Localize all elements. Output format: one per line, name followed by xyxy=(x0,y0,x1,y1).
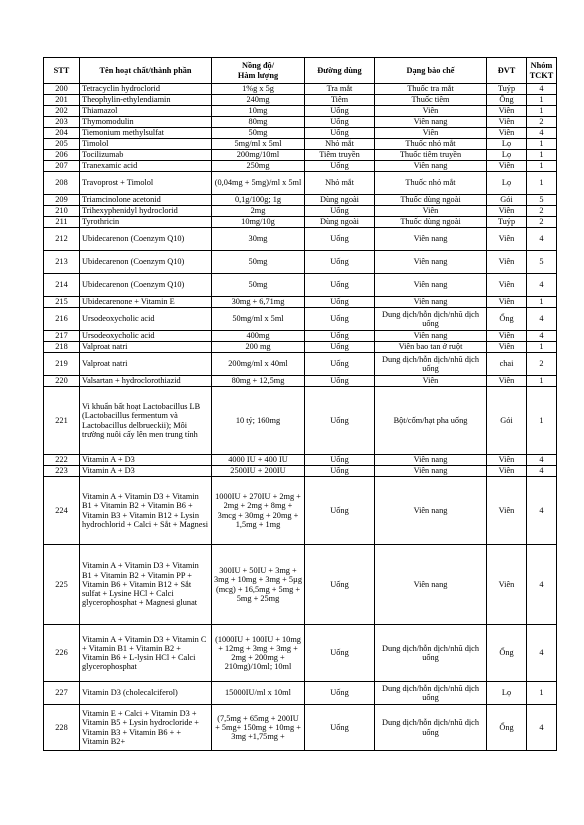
cell-unit: Gói xyxy=(487,387,527,455)
cell-route: Uống xyxy=(305,251,375,274)
cell-unit: Lọ xyxy=(487,150,527,161)
cell-stt: 216 xyxy=(44,308,80,331)
cell-active-ingredient: Theophylin-ethylendiamin xyxy=(80,95,212,106)
cell-concentration: 4000 IU + 400 IU xyxy=(212,455,305,466)
cell-unit: Viên xyxy=(487,342,527,353)
cell-group: 4 xyxy=(527,466,557,477)
cell-route: Nhỏ mắt xyxy=(305,172,375,195)
cell-stt: 220 xyxy=(44,376,80,387)
cell-route: Uống xyxy=(305,466,375,477)
cell-unit: Ống xyxy=(487,308,527,331)
table-row xyxy=(44,84,557,95)
cell-unit: Gói xyxy=(487,195,527,206)
table-row xyxy=(44,353,557,376)
cell-concentration: 50mg xyxy=(212,128,305,139)
header-route: Đường dùng xyxy=(305,58,375,84)
cell-concentration: 250mg xyxy=(212,161,305,172)
cell-unit: Viên xyxy=(487,545,527,625)
cell-route: Tiêm xyxy=(305,95,375,106)
cell-concentration: 10mg/10g xyxy=(212,217,305,228)
header-dosage-form: Dạng bào chế xyxy=(375,58,487,84)
cell-route: Uống xyxy=(305,308,375,331)
cell-concentration: 10mg xyxy=(212,106,305,117)
cell-concentration: 50mg/ml x 5ml xyxy=(212,308,305,331)
cell-dosage-form: Viên bao tan ở ruột xyxy=(375,342,487,353)
cell-group: 4 xyxy=(527,274,557,297)
cell-group: 1 xyxy=(527,95,557,106)
cell-unit: Ống xyxy=(487,625,527,682)
cell-dosage-form: Dung dịch/hỗn dịch/nhũ dịch uống xyxy=(375,682,487,705)
cell-unit: Viên xyxy=(487,251,527,274)
cell-unit: Viên xyxy=(487,228,527,251)
cell-unit: Lọ xyxy=(487,682,527,705)
cell-active-ingredient: Vitamin A + Vitamin D3 + Vitamin C + Vitamin B1 + Vitamin B2 + Vitamin B6 + L-lysin HCl + Calci glycerophosphat xyxy=(80,625,212,682)
table-row xyxy=(44,161,557,172)
cell-route: Uống xyxy=(305,342,375,353)
cell-dosage-form: Dung dịch/hỗn dịch/nhũ dịch uống xyxy=(375,705,487,751)
cell-route: Uống xyxy=(305,297,375,308)
table-row xyxy=(44,387,557,455)
cell-group: 4 xyxy=(527,477,557,545)
cell-concentration: 80mg + 12,5mg xyxy=(212,376,305,387)
table-row xyxy=(44,466,557,477)
cell-group: 4 xyxy=(527,705,557,751)
cell-dosage-form: Bột/cốm/hạt pha uống xyxy=(375,387,487,455)
cell-active-ingredient: Ubidecarenon (Coenzym Q10) xyxy=(80,274,212,297)
cell-dosage-form: Dung dịch/hỗn dịch/nhũ dịch uống xyxy=(375,353,487,376)
cell-unit: Viên xyxy=(487,331,527,342)
header-stt: STT xyxy=(44,58,80,84)
table-row xyxy=(44,308,557,331)
cell-route: Uống xyxy=(305,376,375,387)
cell-group: 1 xyxy=(527,150,557,161)
cell-dosage-form: Dung dịch/hỗn dịch/nhũ dịch uống xyxy=(375,625,487,682)
cell-active-ingredient: Tetracyclin hydroclorid xyxy=(80,84,212,95)
cell-concentration: 2500IU + 200IU xyxy=(212,466,305,477)
cell-dosage-form: Viên nang xyxy=(375,466,487,477)
cell-dosage-form: Viên xyxy=(375,128,487,139)
cell-concentration: 50mg xyxy=(212,251,305,274)
table-row xyxy=(44,117,557,128)
cell-unit: Tuýp xyxy=(487,84,527,95)
cell-route: Nhỏ mắt xyxy=(305,139,375,150)
cell-stt: 223 xyxy=(44,466,80,477)
header-concentration xyxy=(212,58,305,84)
cell-active-ingredient: Ursodeoxycholic acid xyxy=(80,308,212,331)
cell-active-ingredient: Vitamin D3 (cholecalciferol) xyxy=(80,682,212,705)
cell-stt: 226 xyxy=(44,625,80,682)
cell-stt: 224 xyxy=(44,477,80,545)
table-row xyxy=(44,251,557,274)
cell-dosage-form: Dung dịch/hỗn dịch/nhũ dịch uống xyxy=(375,308,487,331)
cell-dosage-form: Viên xyxy=(375,376,487,387)
cell-active-ingredient: Vitamin A + Vitamin D3 + Vitamin B1 + Vitamin B2 + Vitamin PP + Vitamin B6 + Vitamin B12 + Sắt sulfat + Lysine HCl + Calci glycerophosphat + Magnesi glunat xyxy=(80,545,212,625)
cell-group: 1 xyxy=(527,172,557,195)
cell-concentration: 0,1g/100g; 1g xyxy=(212,195,305,206)
header-unit: ĐVT xyxy=(487,58,527,84)
table-row xyxy=(44,342,557,353)
cell-concentration: (7,5mg + 65mg + 200IU + 5mg+ 150mg + 10mg + 3mg +1,75mg + xyxy=(212,705,305,751)
cell-stt: 212 xyxy=(44,228,80,251)
table-row xyxy=(44,150,557,161)
cell-dosage-form: Thuốc dùng ngoài xyxy=(375,195,487,206)
cell-dosage-form: Thuốc dùng ngoài xyxy=(375,217,487,228)
drug-list-table xyxy=(43,57,557,751)
cell-dosage-form: Viên nang xyxy=(375,161,487,172)
cell-route: Uống xyxy=(305,161,375,172)
cell-concentration: 300IU + 50IU + 3mg + 3mg + 10mg + 3mg + 5µg (mcg) + 16,5mg + 5mg + 5mg + 25mg xyxy=(212,545,305,625)
cell-dosage-form: Viên nang xyxy=(375,545,487,625)
cell-route: Dùng ngoài xyxy=(305,217,375,228)
cell-active-ingredient: Valproat natri xyxy=(80,342,212,353)
cell-active-ingredient: Ubidecarenone + Vitamin E xyxy=(80,297,212,308)
cell-dosage-form: Viên xyxy=(375,206,487,217)
cell-dosage-form: Viên nang xyxy=(375,455,487,466)
cell-concentration: 240mg xyxy=(212,95,305,106)
cell-unit: chai xyxy=(487,353,527,376)
table-row xyxy=(44,172,557,195)
cell-unit: Viên xyxy=(487,117,527,128)
table-row xyxy=(44,455,557,466)
cell-active-ingredient: Thymomodulin xyxy=(80,117,212,128)
table-row xyxy=(44,206,557,217)
cell-active-ingredient: Triamcinolone acetonid xyxy=(80,195,212,206)
table-row xyxy=(44,217,557,228)
cell-dosage-form: Thuốc tiêm xyxy=(375,95,487,106)
cell-active-ingredient: Vitamin A + Vitamin D3 + Vitamin B1 + Vitamin B2 + Vitamin B6 + Vitamin B3 + Vitamin B12 + Lysin hydrochlorid + Calci + Sắt + Magnesi xyxy=(80,477,212,545)
cell-group: 1 xyxy=(527,139,557,150)
cell-stt: 210 xyxy=(44,206,80,217)
cell-active-ingredient: Tocilizumab xyxy=(80,150,212,161)
cell-group: 2 xyxy=(527,353,557,376)
cell-concentration: 5mg/ml x 5ml xyxy=(212,139,305,150)
cell-dosage-form: Thuốc tiêm truyền xyxy=(375,150,487,161)
cell-dosage-form: Viên nang xyxy=(375,297,487,308)
cell-concentration: 1000IU + 270IU + 2mg + 2mg + 2mg + 8mg + 3mcg + 30mg + 20mg + 1,5mg + 1mg xyxy=(212,477,305,545)
cell-unit: Tuýp xyxy=(487,217,527,228)
cell-route: Uống xyxy=(305,331,375,342)
cell-stt: 218 xyxy=(44,342,80,353)
cell-stt: 200 xyxy=(44,84,80,95)
table-row xyxy=(44,705,557,751)
cell-concentration: 400mg xyxy=(212,331,305,342)
cell-route: Uống xyxy=(305,206,375,217)
cell-dosage-form: Viên nang xyxy=(375,251,487,274)
cell-group: 2 xyxy=(527,117,557,128)
cell-stt: 201 xyxy=(44,95,80,106)
table-row xyxy=(44,139,557,150)
cell-group: 1 xyxy=(527,161,557,172)
cell-route: Uống xyxy=(305,228,375,251)
cell-active-ingredient: Vi khuẩn bất hoạt Lactobacillus LB (Lactobacillus fermentum và Lactobacillus delbrueckii); Môi trường nuôi cấy lên men trung tính xyxy=(80,387,212,455)
cell-group: 4 xyxy=(527,545,557,625)
cell-group: 5 xyxy=(527,251,557,274)
cell-stt: 204 xyxy=(44,128,80,139)
cell-unit: Viên xyxy=(487,106,527,117)
table-row xyxy=(44,625,557,682)
cell-stt: 206 xyxy=(44,150,80,161)
cell-stt: 214 xyxy=(44,274,80,297)
cell-active-ingredient: Ubidecarenon (Coenzym Q10) xyxy=(80,251,212,274)
cell-concentration: 30mg xyxy=(212,228,305,251)
table-row xyxy=(44,545,557,625)
cell-unit: Ống xyxy=(487,705,527,751)
cell-active-ingredient: Vitamin E + Calci + Vitamin D3 + Vitamin B5 + Lysin hydrocloride + Vitamin B3 + Vitamin B6 + + Vitamin B2+ xyxy=(80,705,212,751)
cell-group: 1 xyxy=(527,682,557,705)
cell-route: Uống xyxy=(305,455,375,466)
cell-group: 4 xyxy=(527,308,557,331)
cell-route: Uống xyxy=(305,117,375,128)
cell-route: Uống xyxy=(305,274,375,297)
cell-group: 4 xyxy=(527,128,557,139)
cell-route: Uống xyxy=(305,705,375,751)
cell-stt: 205 xyxy=(44,139,80,150)
table-row xyxy=(44,331,557,342)
cell-route: Uống xyxy=(305,682,375,705)
cell-dosage-form: Viên nang xyxy=(375,331,487,342)
cell-concentration: 2mg xyxy=(212,206,305,217)
cell-concentration: 10 tỷ; 160mg xyxy=(212,387,305,455)
cell-group: 2 xyxy=(527,206,557,217)
cell-active-ingredient: Vitamin A + D3 xyxy=(80,455,212,466)
cell-concentration: 30mg + 6,71mg xyxy=(212,297,305,308)
cell-active-ingredient: Ursodeoxycholic acid xyxy=(80,331,212,342)
cell-dosage-form: Thuốc nhỏ mắt xyxy=(375,172,487,195)
cell-stt: 211 xyxy=(44,217,80,228)
cell-route: Uống xyxy=(305,128,375,139)
cell-stt: 209 xyxy=(44,195,80,206)
cell-route: Uống xyxy=(305,106,375,117)
cell-active-ingredient: Valsartan + hydroclorothiazid xyxy=(80,376,212,387)
cell-active-ingredient: Ubidecarenon (Coenzym Q10) xyxy=(80,228,212,251)
cell-unit: Viên xyxy=(487,376,527,387)
table-row xyxy=(44,228,557,251)
cell-dosage-form: Viên nang xyxy=(375,228,487,251)
cell-unit: Lọ xyxy=(487,172,527,195)
cell-dosage-form: Viên xyxy=(375,106,487,117)
cell-stt: 217 xyxy=(44,331,80,342)
cell-group: 4 xyxy=(527,84,557,95)
cell-stt: 207 xyxy=(44,161,80,172)
cell-group: 4 xyxy=(527,331,557,342)
cell-unit: Viên xyxy=(487,161,527,172)
cell-stt: 225 xyxy=(44,545,80,625)
cell-unit: Lọ xyxy=(487,139,527,150)
cell-concentration: 15000IU/ml x 10ml xyxy=(212,682,305,705)
cell-route: Uống xyxy=(305,545,375,625)
cell-stt: 219 xyxy=(44,353,80,376)
cell-unit: Viên xyxy=(487,206,527,217)
table-row xyxy=(44,682,557,705)
cell-unit: Ống xyxy=(487,95,527,106)
cell-stt: 228 xyxy=(44,705,80,751)
cell-stt: 203 xyxy=(44,117,80,128)
cell-concentration: 200mg/10ml xyxy=(212,150,305,161)
cell-active-ingredient: Timolol xyxy=(80,139,212,150)
cell-dosage-form: Viên nang xyxy=(375,274,487,297)
cell-active-ingredient: Tranexamic acid xyxy=(80,161,212,172)
cell-route: Uống xyxy=(305,625,375,682)
cell-group: 1 xyxy=(527,387,557,455)
cell-route: Uống xyxy=(305,353,375,376)
cell-concentration: (0,04mg + 5mg)/ml x 5ml xyxy=(212,172,305,195)
header-active-ingredient: Tên hoạt chất/thành phần xyxy=(80,58,212,84)
cell-unit: Viên xyxy=(487,128,527,139)
cell-stt: 213 xyxy=(44,251,80,274)
cell-concentration: 50mg xyxy=(212,274,305,297)
cell-stt: 222 xyxy=(44,455,80,466)
cell-route: Tiêm truyền xyxy=(305,150,375,161)
cell-active-ingredient: Thiamazol xyxy=(80,106,212,117)
cell-group: 2 xyxy=(527,217,557,228)
table-row xyxy=(44,95,557,106)
header-concentration-text: Nồng độ/ Hàm lượng xyxy=(237,61,279,80)
table-row xyxy=(44,376,557,387)
cell-unit: Viên xyxy=(487,466,527,477)
cell-concentration: 200mg/ml x 40ml xyxy=(212,353,305,376)
cell-concentration: 200 mg xyxy=(212,342,305,353)
cell-unit: Viên xyxy=(487,297,527,308)
table-row xyxy=(44,477,557,545)
cell-dosage-form: Viên nang xyxy=(375,477,487,545)
cell-group: 1 xyxy=(527,376,557,387)
cell-active-ingredient: Valproat natri xyxy=(80,353,212,376)
cell-dosage-form: Viên nang xyxy=(375,117,487,128)
cell-group: 4 xyxy=(527,625,557,682)
table-body xyxy=(44,84,557,751)
cell-stt: 215 xyxy=(44,297,80,308)
table-row xyxy=(44,128,557,139)
cell-stt: 202 xyxy=(44,106,80,117)
cell-group: 1 xyxy=(527,342,557,353)
cell-active-ingredient: Tiemonium methylsulfat xyxy=(80,128,212,139)
header-group: Nhóm TCKT xyxy=(527,58,557,84)
cell-stt: 221 xyxy=(44,387,80,455)
cell-active-ingredient: Vitamin A + D3 xyxy=(80,466,212,477)
table-row xyxy=(44,106,557,117)
cell-dosage-form: Thuốc tra mắt xyxy=(375,84,487,95)
cell-concentration: (1000IU + 100IU + 10mg + 12mg + 3mg + 3mg + 2mg + 200mg + 210mg)/10ml; 10ml xyxy=(212,625,305,682)
cell-group: 5 xyxy=(527,195,557,206)
cell-unit: Viên xyxy=(487,455,527,466)
table-row xyxy=(44,274,557,297)
cell-concentration: 80mg xyxy=(212,117,305,128)
cell-active-ingredient: Tyrothricin xyxy=(80,217,212,228)
cell-route: Tra mắt xyxy=(305,84,375,95)
cell-route: Uống xyxy=(305,477,375,545)
cell-dosage-form: Thuốc nhỏ mắt xyxy=(375,139,487,150)
table-row xyxy=(44,195,557,206)
cell-route: Dùng ngoài xyxy=(305,195,375,206)
cell-route: Uống xyxy=(305,387,375,455)
cell-active-ingredient: Trihexyphenidyl hydroclorid xyxy=(80,206,212,217)
cell-concentration: 1%g x 5g xyxy=(212,84,305,95)
table-row xyxy=(44,297,557,308)
cell-group: 4 xyxy=(527,455,557,466)
cell-group: 1 xyxy=(527,106,557,117)
cell-stt: 227 xyxy=(44,682,80,705)
cell-group: 1 xyxy=(527,297,557,308)
cell-unit: Viên xyxy=(487,477,527,545)
cell-stt: 208 xyxy=(44,172,80,195)
table-header-row xyxy=(44,58,557,84)
cell-active-ingredient: Travoprost + Timolol xyxy=(80,172,212,195)
cell-unit: Viên xyxy=(487,274,527,297)
cell-group: 4 xyxy=(527,228,557,251)
